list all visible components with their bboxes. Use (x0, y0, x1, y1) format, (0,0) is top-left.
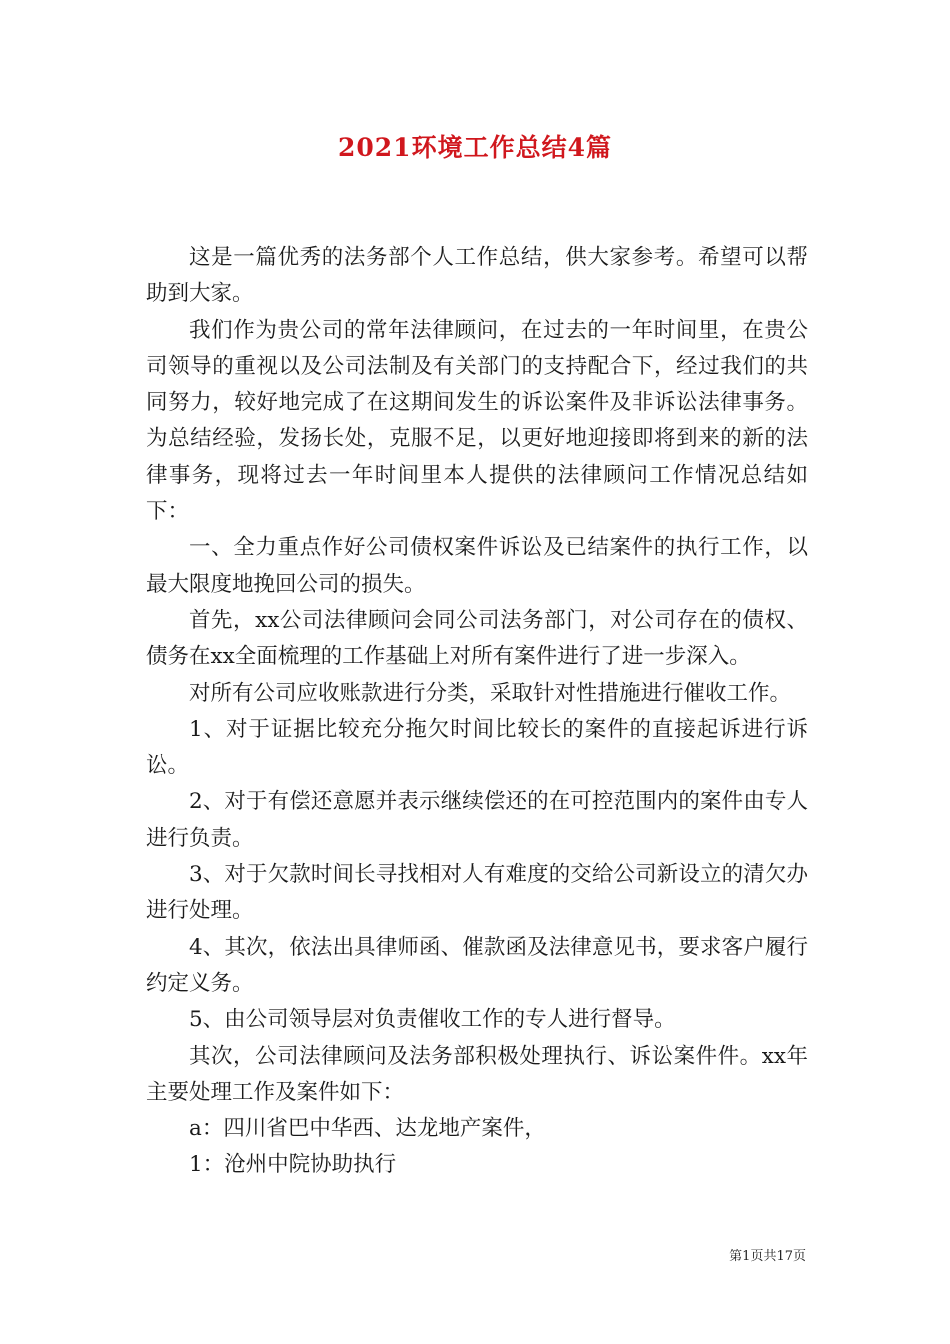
page-number: 第1页共17页 (729, 1249, 806, 1264)
paragraph: 我们作为贵公司的常年法律顾问，在过去的一年时间里，在贵公司领导的重视以及公司法制及有关部门的支持配合下，经过我们的共同努力，较好地完成了在这期间发生的诉讼案件及非诉讼法律事务。为总结经验，发扬长处，克服不足，以更好地迎接即将到来的新的法律事务，现将过去一年时间里本人提供的法律顾问工作情况总结如下： (146, 317, 808, 525)
document-body (146, 240, 808, 1184)
paragraph: 对所有公司应收账款进行分类，采取针对性措施进行催收工作。 (189, 680, 792, 706)
list-item: a：四川省巴中华西、达龙地产案件， (189, 1116, 546, 1142)
paragraph-heading: 一、全力重点作好公司债权案件诉讼及已结案件的执行工作，以最大限度地挽回公司的损失。 (146, 535, 808, 597)
page-title: 2021环境工作总结4篇 (338, 133, 612, 162)
list-item: 5、由公司领导层对负责催收工作的专人进行督导。 (189, 1007, 676, 1033)
list-item: 4、其次，依法出具律师函、催款函及法律意见书，要求客户履行约定义务。 (146, 934, 808, 996)
list-item: 1：沧州中院协助执行 (189, 1152, 397, 1178)
paragraph-intro: 这是一篇优秀的法务部个人工作总结，供大家参考。希望可以帮助到大家。 (146, 245, 808, 307)
list-item: 3、对于欠款时间长寻找相对人有难度的交给公司新设立的清欠办进行处理。 (146, 862, 808, 924)
paragraph: 其次，公司法律顾问及法务部积极处理执行、诉讼案件件。xx年主要处理工作及案件如下： (146, 1043, 808, 1105)
list-item: 2、对于有偿还意愿并表示继续偿还的在可控范围内的案件由专人进行负责。 (146, 789, 808, 851)
paragraph: 首先，xx公司法律顾问会同公司法务部门，对公司存在的债权、债务在xx全面梳理的工作基础上对所有案件进行了进一步深入。 (146, 607, 808, 670)
list-item: 1、对于证据比较充分拖欠时间比较长的案件的直接起诉进行诉讼。 (146, 716, 808, 779)
